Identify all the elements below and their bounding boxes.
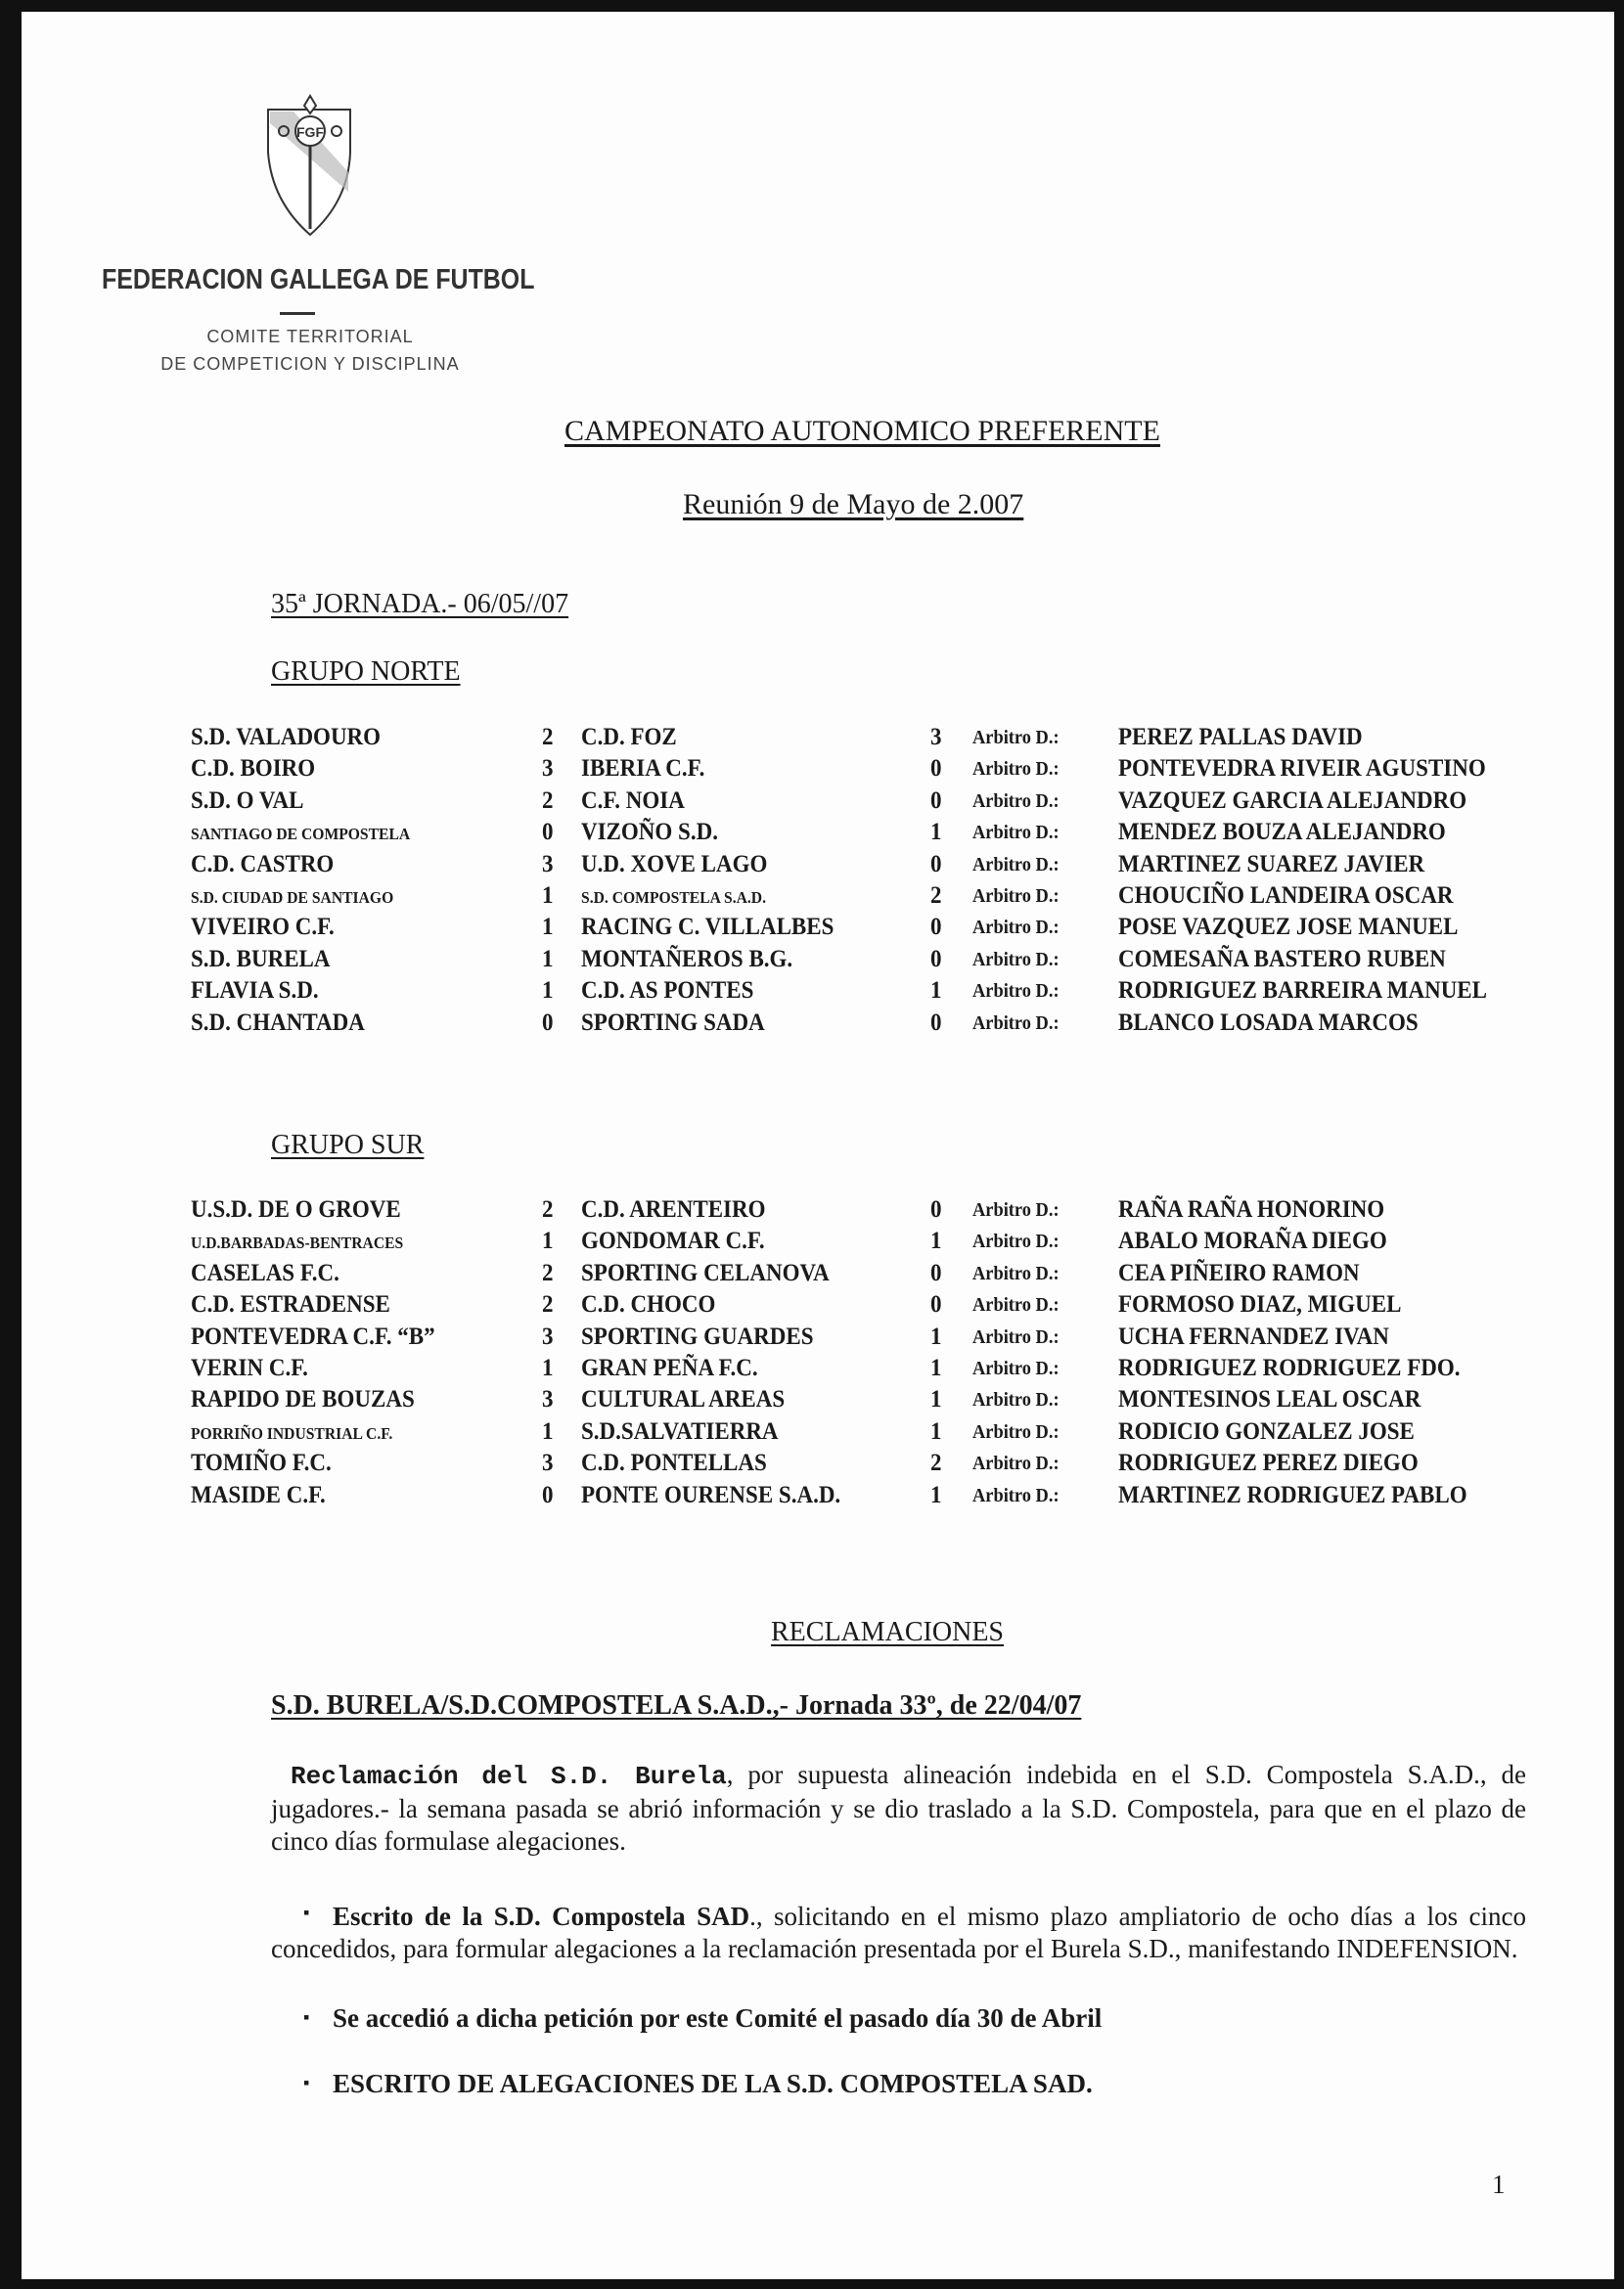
match-row (191, 787, 1580, 819)
away-team: SPORTING SADA (581, 1009, 765, 1036)
referee-label: Arbitro D.: (972, 1294, 1060, 1317)
federation-name: FEDERACION GALLEGA DE FUTBOL (102, 264, 535, 295)
match-row (191, 755, 1580, 786)
claim-paragraph (271, 1759, 1526, 1858)
referee-name: MONTESINOS LEAL OSCAR (1118, 1386, 1421, 1414)
home-score: 1 (542, 881, 554, 909)
away-team: C.F. NOIA (581, 786, 685, 814)
away-team: CULTURAL AREAS (581, 1386, 786, 1414)
away-score: 0 (930, 1259, 942, 1286)
referee-name: MARTINEZ RODRIGUEZ PABLO (1118, 1481, 1467, 1508)
away-team: S.D. COMPOSTELA S.A.D. (581, 887, 767, 907)
home-score: 3 (542, 1386, 554, 1414)
away-team: C.D. PONTELLAS (581, 1450, 767, 1477)
referee-label: Arbitro D.: (972, 1420, 1060, 1443)
group-heading-sur: GRUPO SUR (271, 1130, 425, 1160)
away-score: 0 (930, 945, 942, 972)
referee-name: RODRIGUEZ RODRIGUEZ FDO. (1118, 1354, 1461, 1381)
home-team: PORRIÑO INDUSTRIAL C.F. (191, 1423, 393, 1443)
svg-text:FGF: FGF (296, 124, 324, 140)
match-row (191, 914, 1580, 945)
referee-name: CHOUCIÑO LANDEIRA OSCAR (1118, 881, 1454, 909)
referee-name: COMESAÑA BASTERO RUBEN (1118, 945, 1446, 972)
page-title: CAMPEONATO AUTONOMICO PREFERENTE (564, 415, 1160, 447)
home-team: RAPIDO DE BOUZAS (191, 1386, 415, 1414)
home-score: 2 (542, 1259, 554, 1286)
committee-line-2: DE COMPETICION Y DISCIPLINA (160, 354, 460, 374)
home-score: 2 (542, 1291, 554, 1319)
away-team: VIZOÑO S.D. (581, 819, 718, 846)
away-score: 1 (930, 1417, 942, 1445)
match-row (191, 1418, 1580, 1450)
bullet-item-3: ESCRITO DE ALEGACIONES DE LA S.D. COMPOSTELA SAD. (333, 2069, 1093, 2098)
federation-crest-logo (264, 94, 356, 237)
home-team: SANTIAGO DE COMPOSTELA (191, 825, 411, 844)
referee-label: Arbitro D.: (972, 727, 1060, 748)
referee-label: Arbitro D.: (972, 1389, 1060, 1412)
results-table-sur (191, 1196, 1580, 1513)
home-team: TOMIÑO F.C. (191, 1450, 332, 1477)
referee-label: Arbitro D.: (972, 1262, 1060, 1284)
away-score: 0 (930, 1196, 942, 1223)
home-score: 0 (542, 1009, 554, 1036)
referee-name: VAZQUEZ GARCIA ALEJANDRO (1118, 786, 1467, 814)
referee-name: POSE VAZQUEZ JOSE MANUEL (1118, 914, 1459, 941)
home-score: 1 (542, 945, 554, 972)
match-row (191, 1291, 1580, 1323)
away-team: GONDOMAR C.F. (581, 1228, 765, 1255)
referee-label: Arbitro D.: (972, 853, 1060, 875)
home-score: 3 (542, 850, 554, 877)
referee-name: BLANCO LOSADA MARCOS (1118, 1009, 1419, 1036)
match-row (191, 851, 1580, 882)
match-row (191, 946, 1580, 977)
match-row (191, 1260, 1580, 1291)
page-number: 1 (1492, 2170, 1506, 2199)
referee-label: Arbitro D.: (972, 1011, 1060, 1034)
match-row (191, 1355, 1580, 1386)
bullet-icon: ▪ (303, 1903, 310, 1922)
match-row (191, 1482, 1580, 1513)
group-heading-norte: GRUPO NORTE (271, 656, 461, 687)
home-team: S.D. VALADOURO (191, 724, 382, 750)
away-team: C.D. FOZ (581, 724, 677, 750)
home-team: VERIN C.F. (191, 1354, 308, 1381)
away-team: U.D. XOVE LAGO (581, 850, 768, 877)
claim-lead: Reclamación del S.D. Burela (291, 1762, 727, 1791)
home-score: 3 (542, 1450, 554, 1477)
home-team: S.D. CIUDAD DE SANTIAGO (191, 887, 394, 907)
referee-name: PEREZ PALLAS DAVID (1118, 724, 1363, 750)
referee-name: RAÑA RAÑA HONORINO (1118, 1196, 1385, 1223)
home-score: 3 (542, 755, 554, 783)
referee-name: PONTEVEDRA RIVEIR AGUSTINO (1118, 755, 1486, 783)
home-score: 2 (542, 786, 554, 814)
away-score: 3 (930, 724, 942, 750)
bullet-icon: ▪ (303, 2073, 310, 2092)
away-team: C.D. CHOCO (581, 1291, 716, 1319)
bullet-item-1 (271, 1901, 1526, 1965)
away-team: GRAN PEÑA F.C. (581, 1354, 758, 1381)
home-score: 1 (542, 1354, 554, 1381)
away-score: 0 (930, 850, 942, 877)
home-score: 1 (542, 914, 554, 941)
match-row (191, 1228, 1580, 1259)
match-row (191, 882, 1580, 914)
match-row (191, 977, 1580, 1009)
away-team: PONTE OURENSE S.A.D. (581, 1481, 841, 1508)
matchday-heading: 35ª JORNADA.- 06/05//07 (271, 589, 569, 619)
referee-label: Arbitro D.: (972, 980, 1060, 1003)
away-score: 0 (930, 786, 942, 814)
referee-label: Arbitro D.: (972, 1231, 1060, 1253)
match-row (191, 1450, 1580, 1481)
away-score: 1 (930, 1323, 942, 1350)
home-score: 2 (542, 724, 554, 750)
home-score: 0 (542, 819, 554, 846)
bullet-item-2: Se accedió a dicha petición por este Comité el pasado día 30 de Abril (333, 2003, 1103, 2033)
claim-text: , por supuesta alineación indebida en el S.D. Compostela S.A.D., de jugadores.- la semana pasada se abrió información y se dio traslado a la S.D. Compostela, para que en el plazo de cinco días formulase alegaciones. (271, 1760, 1526, 1856)
home-team: S.D. O VAL (191, 786, 304, 814)
away-team: RACING C. VILLALBES (581, 914, 835, 941)
referee-name: RODRIGUEZ BARREIRA MANUEL (1118, 977, 1487, 1005)
home-team: C.D. CASTRO (191, 850, 335, 877)
committee-line-1: COMITE TERRITORIAL (206, 327, 414, 346)
away-score: 1 (930, 977, 942, 1005)
referee-name: RODICIO GONZALEZ JOSE (1118, 1417, 1415, 1445)
home-team: FLAVIA S.D. (191, 977, 319, 1005)
results-table-norte (191, 724, 1580, 1041)
referee-label: Arbitro D.: (972, 917, 1060, 939)
home-team: CASELAS F.C. (191, 1259, 339, 1286)
document-page (22, 12, 1614, 2279)
away-score: 1 (930, 1386, 942, 1414)
referee-label: Arbitro D.: (972, 758, 1060, 781)
referee-label: Arbitro D.: (972, 1484, 1060, 1506)
referee-label: Arbitro D.: (972, 1325, 1060, 1348)
away-team: S.D.SALVATIERRA (581, 1417, 779, 1445)
referee-label: Arbitro D.: (972, 789, 1060, 812)
away-score: 1 (930, 1228, 942, 1255)
referee-name: ABALO MORAÑA DIEGO (1118, 1228, 1387, 1255)
referee-name: MARTINEZ SUAREZ JAVIER (1118, 850, 1425, 877)
away-score: 0 (930, 1009, 942, 1036)
bullet-icon: ▪ (303, 2007, 310, 2027)
home-team: S.D. BURELA (191, 945, 331, 972)
home-score: 1 (542, 1417, 554, 1445)
referee-label: Arbitro D.: (972, 884, 1060, 907)
home-team: C.D. BOIRO (191, 755, 316, 783)
match-row (191, 819, 1580, 850)
claims-heading-text: RECLAMACIONES (770, 1617, 1004, 1647)
referee-label: Arbitro D.: (972, 1199, 1060, 1221)
referee-name: RODRIGUEZ PEREZ DIEGO (1118, 1450, 1419, 1477)
away-team: MONTAÑEROS B.G. (581, 945, 793, 972)
away-team: SPORTING CELANOVA (581, 1259, 830, 1286)
referee-name: UCHA FERNANDEZ IVAN (1118, 1323, 1389, 1350)
referee-name: FORMOSO DIAZ, MIGUEL (1118, 1291, 1402, 1319)
home-team: C.D. ESTRADENSE (191, 1291, 390, 1319)
home-team: S.D. CHANTADA (191, 1009, 365, 1036)
away-team: C.D. AS PONTES (581, 977, 754, 1005)
referee-name: MENDEZ BOUZA ALEJANDRO (1118, 819, 1446, 846)
letterhead-divider (280, 312, 315, 315)
match-row (191, 1324, 1580, 1355)
match-row (191, 1196, 1580, 1228)
away-team: C.D. ARENTEIRO (581, 1196, 766, 1223)
referee-label: Arbitro D.: (972, 1453, 1060, 1475)
away-score: 1 (930, 1481, 942, 1508)
away-score: 2 (930, 881, 942, 909)
away-score: 0 (930, 1291, 942, 1319)
referee-label: Arbitro D.: (972, 948, 1060, 970)
home-score: 1 (542, 1228, 554, 1255)
away-score: 1 (930, 819, 942, 846)
home-score: 3 (542, 1323, 554, 1350)
home-score: 2 (542, 1196, 554, 1223)
claims-heading (22, 1617, 1614, 1648)
away-score: 0 (930, 755, 942, 783)
away-team: SPORTING GUARDES (581, 1323, 814, 1350)
home-team: MASIDE C.F. (191, 1481, 326, 1508)
home-score: 1 (542, 977, 554, 1005)
claim-subheading: S.D. BURELA/S.D.COMPOSTELA S.A.D.,- Jornada 33º, de 22/04/07 (271, 1690, 1082, 1721)
referee-name: CEA PIÑEIRO RAMON (1118, 1259, 1360, 1286)
home-team: U.S.D. DE O GROVE (191, 1196, 401, 1223)
bullet-1-lead: Escrito de la S.D. Compostela SAD (333, 1902, 750, 1931)
home-team: PONTEVEDRA C.F. “B” (191, 1323, 435, 1350)
away-team: IBERIA C.F. (581, 755, 705, 783)
away-score: 2 (930, 1450, 942, 1477)
home-score: 0 (542, 1481, 554, 1508)
away-score: 1 (930, 1354, 942, 1381)
match-row (191, 1010, 1580, 1041)
match-row (191, 724, 1580, 755)
away-score: 0 (930, 914, 942, 941)
match-row (191, 1386, 1580, 1417)
home-team: VIVEIRO C.F. (191, 914, 335, 941)
home-team: U.D.BARBADAS-BENTRACES (191, 1234, 404, 1253)
referee-label: Arbitro D.: (972, 822, 1060, 844)
bullet-1-text: ., solicitando en el mismo plazo ampliatorio de ocho días a los cinco concedidos, para formular alegaciones a la reclamación presentada por el Burela S.D., manifestando INDEFENSION. (271, 1902, 1526, 1963)
meeting-date: Reunión 9 de Mayo de 2.007 (683, 488, 1024, 520)
referee-label: Arbitro D.: (972, 1357, 1060, 1379)
